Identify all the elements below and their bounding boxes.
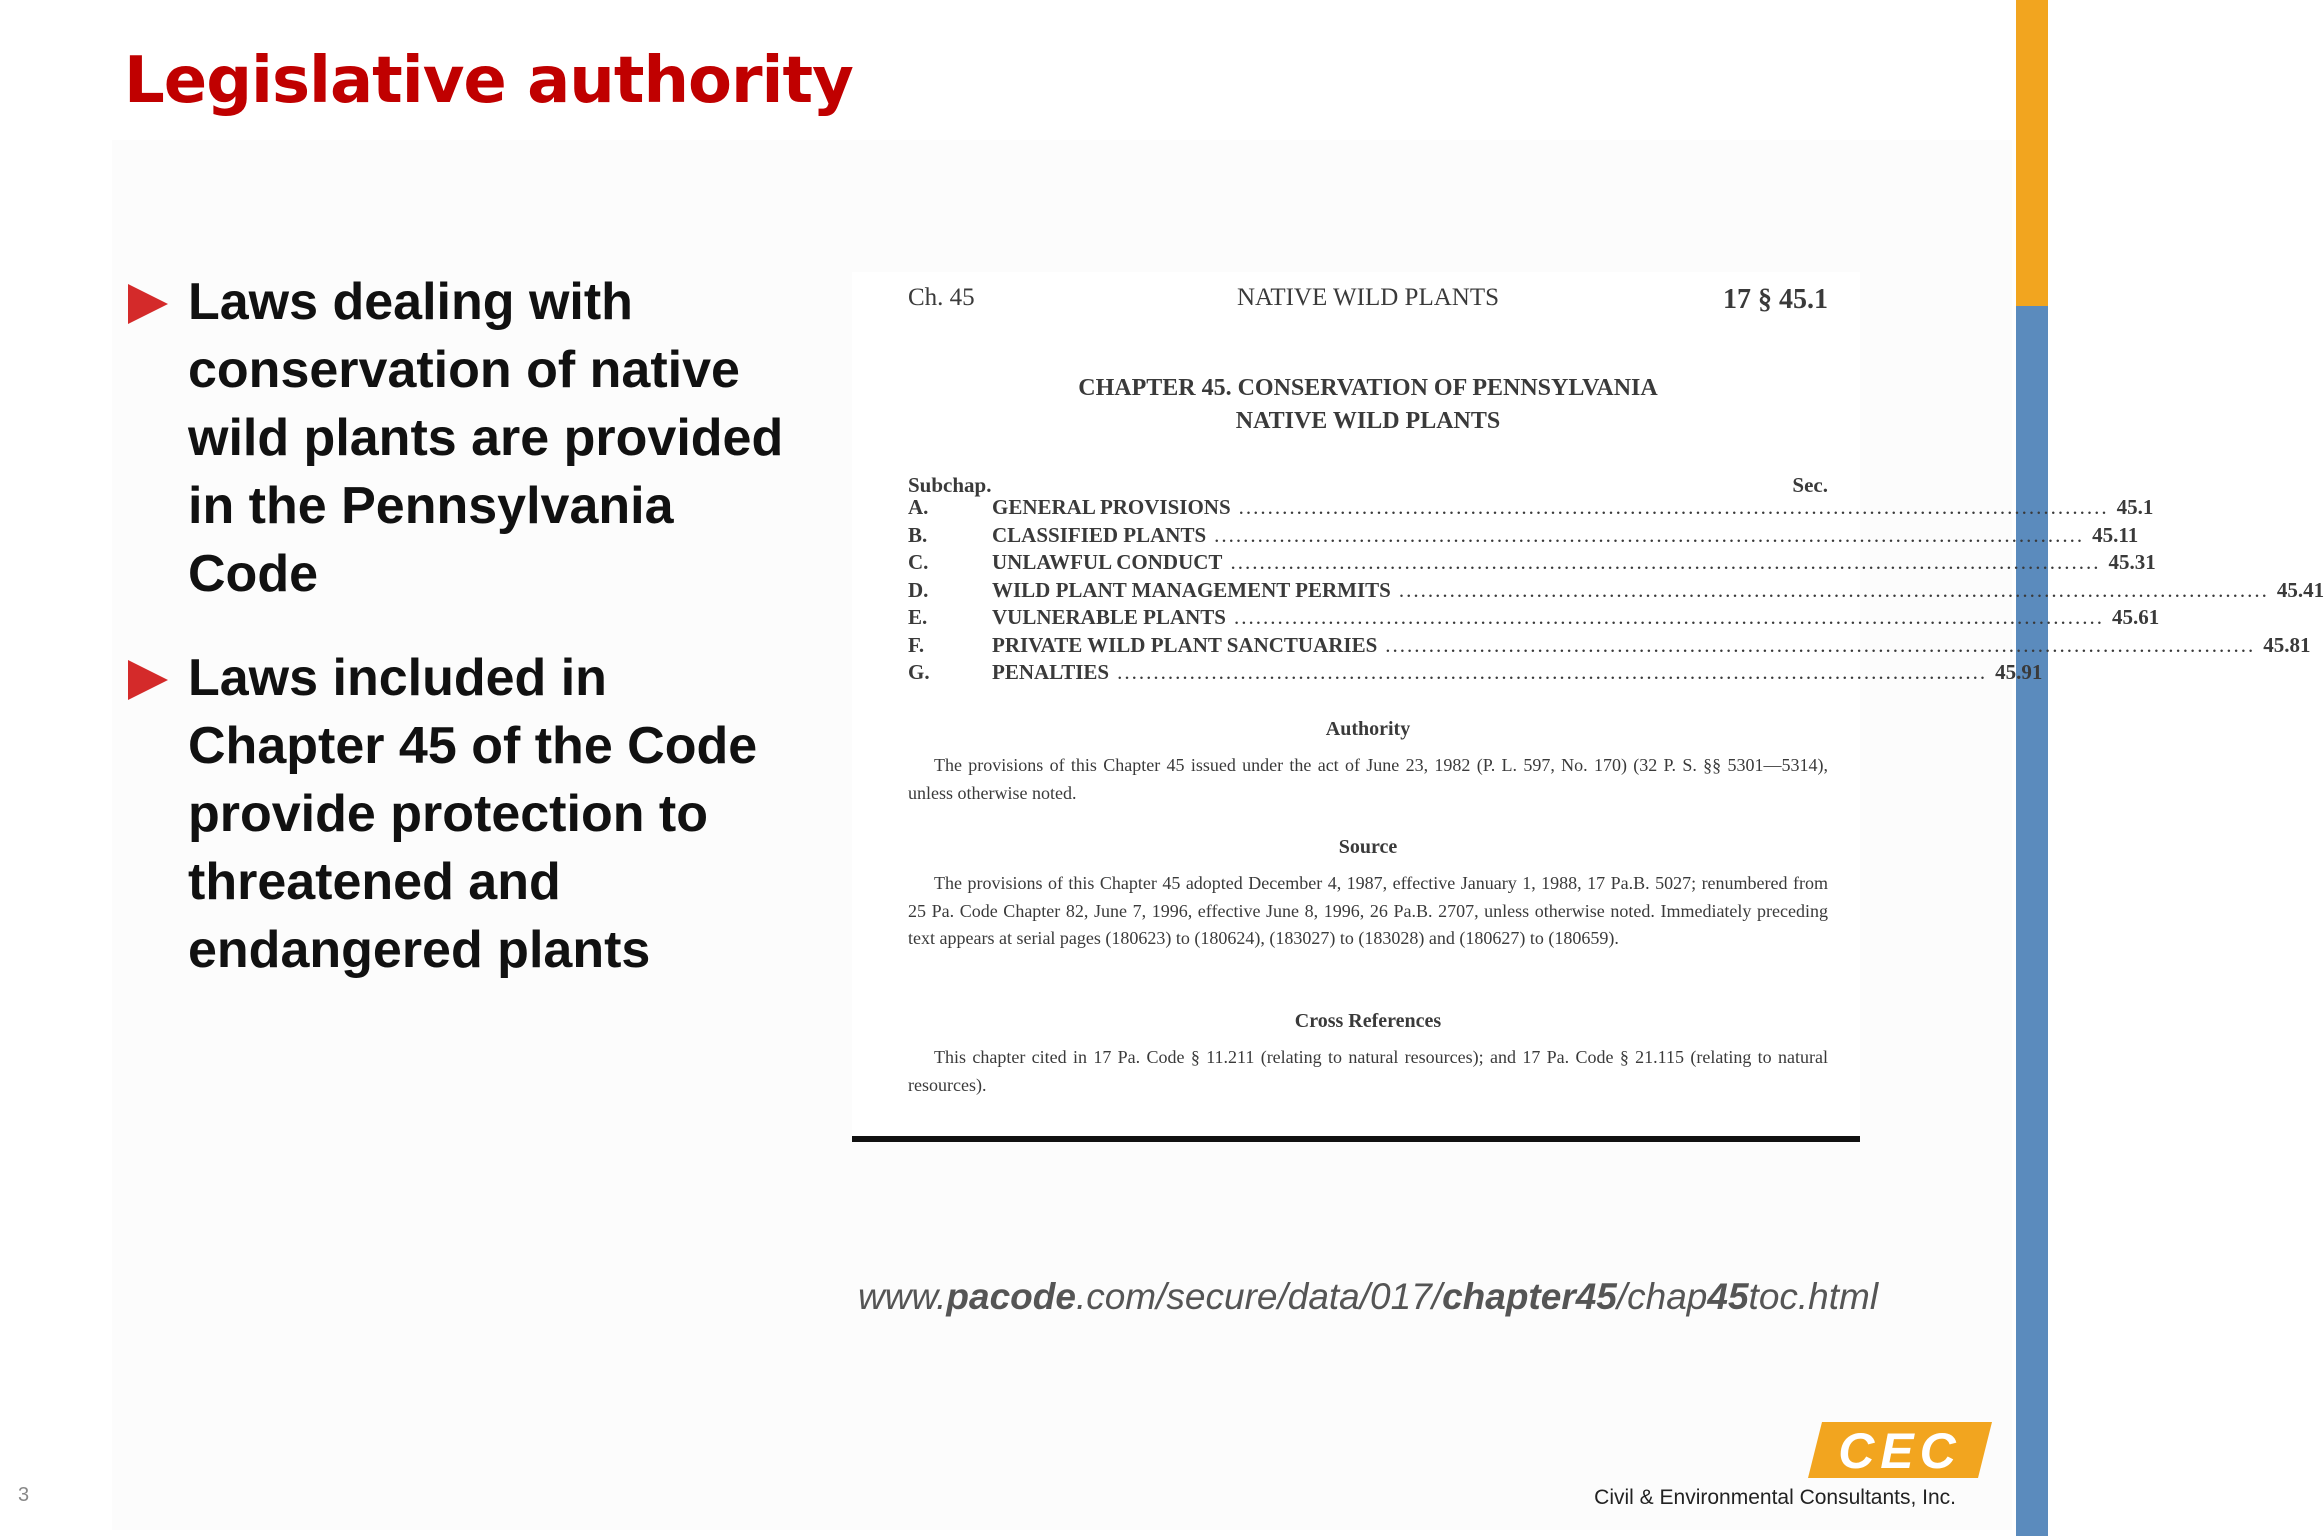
- doc-chapter-title-line: CHAPTER 45. CONSERVATION OF PENNSYLVANIA: [1078, 375, 1658, 401]
- page-number: 3: [18, 1484, 30, 1506]
- toc-row: [908, 659, 2043, 687]
- doc-cross-references-text: This chapter cited in 17 Pa. Code § 11.211 (relating to natural resources); and 17 Pa. Code § 21.115 (relating to natural resources).: [908, 1047, 1828, 1095]
- toc-section: 45.81: [2263, 632, 2311, 657]
- doc-chapter-label: Ch. 45: [908, 284, 975, 311]
- toc-row: [908, 632, 2311, 660]
- triangle-bullet-icon: [128, 284, 168, 324]
- toc-letter: E.: [908, 605, 928, 629]
- doc-source-heading: Source: [1338, 836, 1398, 858]
- toc-header: [908, 473, 1828, 497]
- toc-row: [908, 522, 2139, 550]
- toc-leader-dots: ........................................................................................................................: [1214, 522, 2085, 547]
- toc-label: CLASSIFIED PLANTS: [992, 522, 1207, 547]
- doc-running-title: NATIVE WILD PLANTS: [1236, 284, 1499, 311]
- logo-text: CEC: [1838, 1423, 1962, 1479]
- toc-leader-dots: ........................................................................................................................: [1233, 605, 2104, 629]
- cec-logo: [1808, 1418, 1992, 1482]
- toc-row: [908, 494, 2154, 522]
- company-name: Civil & Environmental Consultants, Inc.: [1594, 1486, 1956, 1509]
- doc-header: [908, 284, 1828, 318]
- toc-leader-dots: ........................................................................................................................: [1230, 550, 2101, 574]
- toc-section: 45.61: [2111, 605, 2160, 629]
- toc-label: GENERAL PROVISIONS: [992, 495, 1231, 519]
- doc-source-text: The provisions of this Chapter 45 adopted December 4, 1987, effective January 1, 1988, 17 Pa.B. 5027; renumbered from 25 Pa. Code Chapter 82, June 7, 1996, effective June 8, 1996, 26 Pa.B. 2707, unless otherwise noted. Immediately preceding text appears at serial pages (180623) to (180624), (183027) to (183028) and (180627) to (180659).: [908, 873, 1828, 948]
- doc-authority-heading: Authority: [1325, 718, 1411, 740]
- accent-bar-orange: [2016, 0, 2048, 306]
- doc-chapter-title: [908, 372, 1828, 438]
- doc-table-of-contents: [908, 473, 2324, 687]
- slide-title: Legislative authority: [124, 44, 853, 118]
- toc-label: UNLAWFUL CONDUCT: [992, 550, 1223, 574]
- source-url[interactable]: www.pacode.com/secure/data/017/chapter45/chap45toc.html: [858, 1276, 1879, 1317]
- bullet-text: Laws included in Chapter 45 of the Code provide protection to threatened and endangered plants: [188, 649, 758, 979]
- toc-letter: F.: [908, 632, 925, 657]
- toc-letter: A.: [908, 495, 929, 519]
- toc-sec-label: Sec.: [1792, 473, 1828, 497]
- toc-letter: C.: [908, 550, 929, 574]
- toc-section: 45.31: [2108, 550, 2156, 574]
- doc-cross-references-heading: Cross References: [1294, 1010, 1442, 1032]
- triangle-bullet-icon: [128, 660, 168, 700]
- bullet-item: [128, 268, 788, 608]
- accent-bar-blue: [2016, 306, 2048, 1536]
- code-excerpt-image: [852, 272, 2324, 1142]
- toc-letter: D.: [908, 577, 929, 602]
- toc-letter: B.: [908, 522, 928, 547]
- doc-authority-text: The provisions of this Chapter 45 issued under the act of June 23, 1982 (P. L. 597, No. 170) (32 P. S. §§ 5301—5314), unless otherwise noted.: [908, 755, 1828, 803]
- toc-leader-dots: ........................................................................................................................: [1398, 577, 2269, 602]
- toc-label: VULNERABLE PLANTS: [992, 605, 1226, 629]
- toc-row: [908, 549, 2156, 577]
- doc-section-number: 17 § 45.1: [1723, 284, 1828, 315]
- toc-label: WILD PLANT MANAGEMENT PERMITS: [992, 577, 1391, 602]
- toc-row: [908, 604, 2160, 632]
- bullet-item: [128, 644, 788, 984]
- toc-letter: G.: [908, 660, 930, 684]
- toc-section: 45.41: [2276, 577, 2324, 602]
- toc-label: PRIVATE WILD PLANT SANCTUARIES: [992, 632, 1378, 657]
- bullet-list: [128, 268, 788, 1020]
- toc-leader-dots: ........................................................................................................................: [1117, 660, 1988, 684]
- toc-row: [908, 577, 2324, 605]
- toc-section: 45.91: [1995, 660, 2043, 684]
- toc-section: 45.1: [2116, 495, 2154, 519]
- toc-label: PENALTIES: [992, 660, 1110, 684]
- bullet-text: Laws dealing with conservation of native wild plants are provided in the Pennsylvania Code: [188, 273, 784, 603]
- doc-bottom-rule: [852, 1136, 1860, 1142]
- toc-subchap-label: Subchap.: [908, 473, 992, 497]
- toc-section: 45.11: [2092, 522, 2139, 547]
- toc-leader-dots: ........................................................................................................................: [1385, 632, 2256, 657]
- doc-chapter-title-line: NATIVE WILD PLANTS: [1235, 408, 1501, 434]
- toc-leader-dots: ........................................................................................................................: [1238, 495, 2109, 519]
